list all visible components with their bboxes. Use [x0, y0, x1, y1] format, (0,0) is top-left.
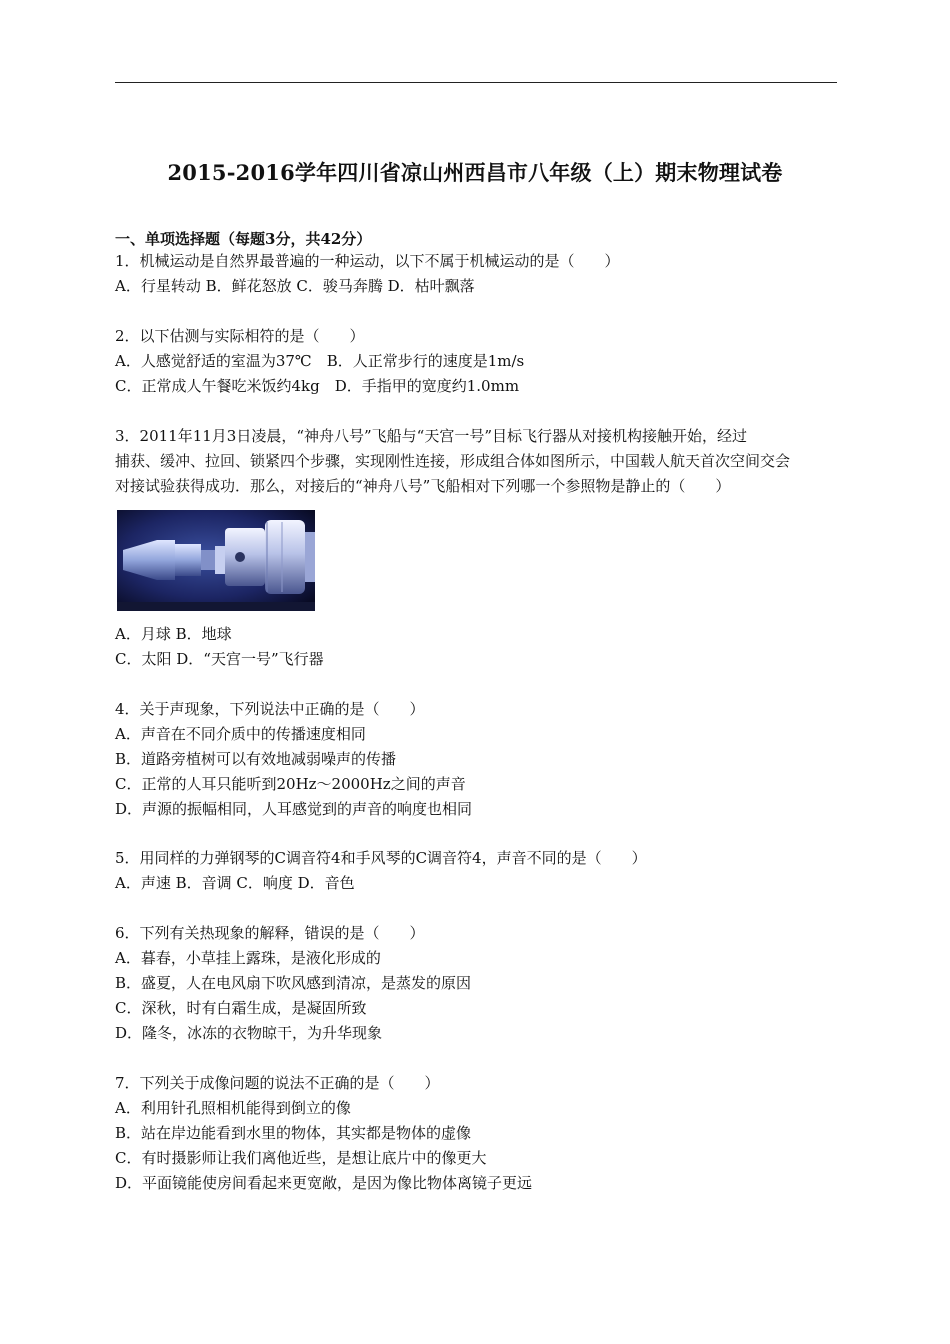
page-title: 2015-2016学年四川省凉山州西昌市八年级（上）期末物理试卷 — [167, 160, 783, 185]
question-5-stem: 5．用同样的力弹钢琴的C调音符4和手风琴的C调音符4，声音不同的是（ ） — [115, 849, 647, 867]
question-3-stem-line-3: 对接试验获得成功．那么，对接后的“神舟八号”飞船相对下列哪一个参照物是静止的（ ） — [115, 477, 731, 495]
question-2-stem: 2．以下估测与实际相符的是（ ） — [115, 327, 365, 345]
question-7-option-d: D．平面镜能使房间看起来更宽敞，是因为像比物体离镜子更远 — [115, 1174, 533, 1192]
header-rule — [115, 82, 837, 83]
docking-spacecraft-image — [117, 510, 315, 611]
question-4-option-d: D．声源的振幅相同，人耳感觉到的声音的响度也相同 — [115, 800, 473, 818]
question-7-option-c: C．有时摄影师让我们离他近些，是想让底片中的像更大 — [115, 1149, 487, 1167]
question-5-options: A．声速 B．音调 C．响度 D．音色 — [115, 874, 355, 892]
question-6-option-b: B．盛夏，人在电风扇下吹风感到清凉，是蒸发的原因 — [115, 974, 472, 992]
question-6-option-a: A．暮春，小草挂上露珠，是液化形成的 — [115, 949, 381, 967]
question-3-stem-line-1: 3．2011年11月3日凌晨，“神舟八号”飞船与“天宫一号”目标飞行器从对接机构接触开始，经过 — [115, 427, 748, 445]
question-6-stem: 6．下列有关热现象的解释，错误的是（ ） — [115, 924, 425, 942]
question-1-stem: 1．机械运动是自然界最普遍的一种运动，以下不属于机械运动的是（ ） — [115, 252, 620, 270]
question-4-option-b: B．道路旁植树可以有效地减弱噪声的传播 — [115, 750, 397, 768]
question-3-stem-line-2: 捕获、缓冲、拉回、锁紧四个步骤，实现刚性连接，形成组合体如图所示，中国载人航天首次空间交会 — [115, 452, 791, 470]
question-3-options-cd: C．太阳 D．“天宫一号”飞行器 — [115, 650, 324, 668]
question-2-options-ab: A．人感觉舒适的室温为37℃ B．人正常步行的速度是1m/s — [115, 352, 525, 370]
question-4-option-a: A．声音在不同介质中的传播速度相同 — [115, 725, 366, 743]
question-4-option-c: C．正常的人耳只能听到20Hz～2000Hz之间的声音 — [115, 775, 466, 793]
question-6-option-c: C．深秋，时有白霜生成，是凝固所致 — [115, 999, 367, 1017]
question-3-options-ab: A．月球 B．地球 — [115, 625, 232, 643]
question-7-stem: 7．下列关于成像问题的说法不正确的是（ ） — [115, 1074, 440, 1092]
section-heading: 一、单项选择题（每题3分，共42分） — [115, 230, 372, 248]
question-2-options-cd: C．正常成人午餐吃米饭约4kg D．手指甲的宽度约1.0mm — [115, 377, 520, 395]
question-7-option-b: B．站在岸边能看到水里的物体，其实都是物体的虚像 — [115, 1124, 472, 1142]
question-1-options: A．行星转动 B．鲜花怒放 C．骏马奔腾 D．枯叶飘落 — [115, 277, 475, 295]
question-4-stem: 4．关于声现象，下列说法中正确的是（ ） — [115, 700, 425, 718]
question-6-option-d: D．隆冬，冰冻的衣物晾干，为升华现象 — [115, 1024, 383, 1042]
question-7-option-a: A．利用针孔照相机能得到倒立的像 — [115, 1099, 351, 1117]
